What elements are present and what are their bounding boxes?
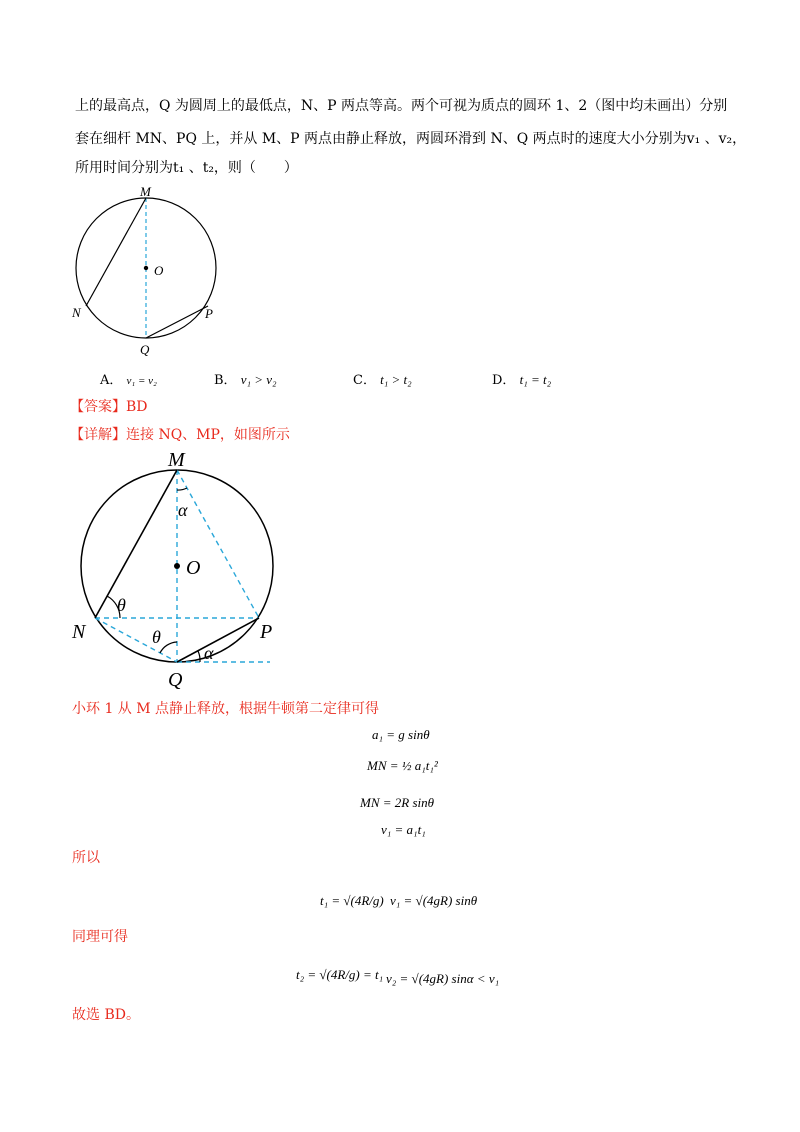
text-ring1: 小环 1 从 M 点静止释放，根据牛顿第二定律可得 — [72, 701, 380, 717]
equation-1: a₁ = g sinθ — [372, 727, 430, 742]
question-line-2: 套在细杆 MN、PQ 上，并从 M、P 两点由静止释放，两圆环滑到 N、Q 两点时的速度大小分别为v₁ 、v₂， — [75, 131, 747, 147]
question-line-1: 上的最高点，Q 为圆周上的最低点，N、P 两点等高。两个可视为质点的圆环 1、2（图中均未画出）分别 — [75, 98, 728, 114]
equation-4: v₁ = a₁t₁ — [381, 822, 426, 837]
label2-theta-left: θ — [117, 595, 126, 615]
label2-P: P — [260, 621, 273, 643]
label-P: P — [205, 306, 213, 321]
option-b: B． v₁ > v₂ — [214, 372, 277, 388]
label2-theta-bottom: θ — [152, 627, 161, 647]
option-c: C． t₁ > t₂ — [353, 372, 412, 388]
figure-circle-large — [60, 440, 300, 690]
text-so: 所以 — [72, 850, 100, 866]
question-line-3: 所用时间分别为t₁ 、t₂，则（ ） — [75, 160, 298, 176]
text-similar: 同理可得 — [72, 929, 128, 945]
result2-v: v₂ = √(4gR) sinα < v₁ — [386, 971, 500, 986]
label2-N: N — [72, 621, 86, 643]
label-N: N — [72, 305, 81, 320]
equation-3: MN = 2R sinθ — [360, 795, 435, 810]
conclusion: 故选 BD。 — [72, 1007, 140, 1023]
option-a: A． v₁ = v₂ — [100, 373, 157, 388]
result1-v: v₁ = √(4gR) sinθ — [390, 893, 478, 908]
equation-2: MN = ½ a₁t₁² — [367, 758, 438, 773]
label-Q: Q — [140, 342, 150, 357]
label2-Q: Q — [168, 669, 183, 690]
label2-M: M — [168, 449, 185, 471]
label-O: O — [154, 263, 164, 278]
result1-t: t₁ = √(4R/g) — [320, 893, 384, 908]
detail: 【详解】连接 NQ、MP，如图所示 — [70, 427, 290, 443]
answer: 【答案】BD — [70, 399, 148, 415]
label2-O: O — [186, 557, 201, 579]
result2-t: t₂ = √(4R/g) = t₁ — [296, 967, 384, 982]
option-d: D． t₁ = t₂ — [492, 372, 552, 388]
label2-alpha-top: α — [178, 500, 188, 520]
figure-circle-small — [60, 180, 230, 360]
label2-alpha-bottom: α — [204, 643, 214, 663]
label-M: M — [140, 184, 151, 199]
